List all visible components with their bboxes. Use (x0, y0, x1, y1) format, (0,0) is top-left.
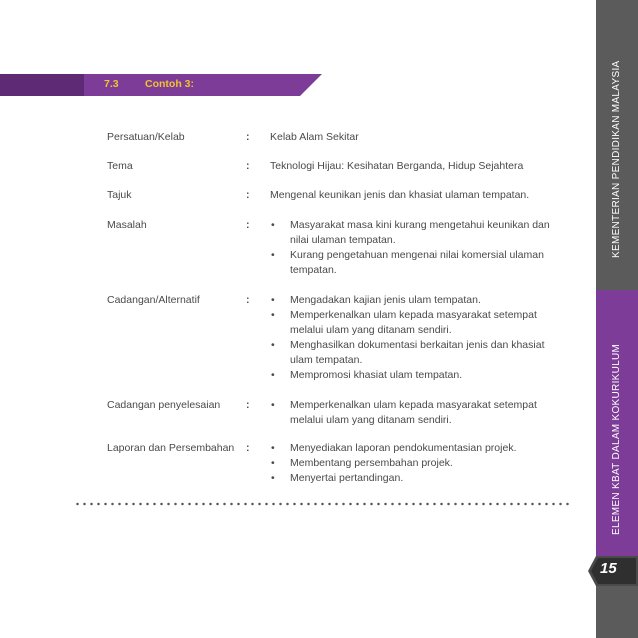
bullet-list (270, 293, 570, 383)
row-colon: : (246, 131, 250, 143)
list-item (270, 456, 570, 471)
list-item-text: Kurang pengetahuan mengenai nilai komersial ulaman tempatan. (290, 249, 544, 276)
bullet-icon: • (271, 442, 275, 454)
list-item (270, 248, 570, 278)
list-item-text: Menyediakan laporan pendokumentasian projek. (290, 442, 517, 454)
list-item-text: Membentang persembahan projek. (290, 457, 453, 469)
bullet-icon: • (271, 339, 275, 351)
sidebar-strip-bottom (596, 580, 638, 638)
row-label: Cadangan penyelesaian (107, 399, 221, 411)
row-colon: : (246, 294, 250, 306)
row-value: Mengenal keunikan jenis dan khasiat ulaman tempatan. (270, 189, 530, 201)
bullet-list (270, 441, 570, 486)
list-item (270, 441, 570, 456)
row-label: Persatuan/Kelab (107, 131, 185, 143)
list-item-text: Menghasilkan dokumentasi berkaitan jenis dan khasiat ulam tempatan. (290, 339, 545, 366)
bullet-icon: • (271, 249, 275, 261)
section-number: 7.3 (104, 78, 119, 90)
list-item (270, 308, 570, 338)
list-item-text: Memperkenalkan ulam kepada masyarakat setempat melalui ulam yang ditanam sendiri. (290, 309, 537, 336)
row-label: Masalah (107, 219, 147, 231)
list-item (270, 338, 570, 368)
dotted-divider (74, 502, 570, 506)
row-colon: : (246, 189, 250, 201)
list-item-text: Mengadakan kajian jenis ulam tempatan. (290, 294, 481, 306)
bullet-icon: • (271, 309, 275, 321)
list-item (270, 471, 570, 486)
row-label: Tema (107, 160, 133, 172)
list-item (270, 218, 570, 248)
row-label: Tajuk (107, 189, 132, 201)
sidebar-ministry-text: KEMENTERIAN PENDIDIKAN MALAYSIA (611, 60, 622, 258)
bullet-icon: • (271, 457, 275, 469)
list-item (270, 293, 570, 308)
bullet-icon: • (271, 472, 275, 484)
list-item-text: Menyertai pertandingan. (290, 472, 404, 484)
page-number: 15 (600, 560, 617, 577)
bullet-list (270, 398, 570, 428)
section-title: Contoh 3: (145, 78, 194, 90)
list-item-text: Mempromosi khasiat ulam tempatan. (290, 369, 463, 381)
row-colon: : (246, 399, 250, 411)
row-label: Laporan dan Persembahan (107, 442, 235, 454)
list-item-text: Memperkenalkan ulam kepada masyarakat setempat melalui ulam yang ditanam sendiri. (290, 399, 537, 426)
row-value: Kelab Alam Sekitar (270, 131, 359, 143)
list-item (270, 368, 570, 383)
row-colon: : (246, 442, 250, 454)
list-item (270, 398, 570, 428)
bullet-icon: • (271, 399, 275, 411)
bullet-icon: • (271, 294, 275, 306)
row-label: Cadangan/Alternatif (107, 294, 200, 306)
row-value: Teknologi Hijau: Kesihatan Berganda, Hidup Sejahtera (270, 160, 524, 172)
row-colon: : (246, 219, 250, 231)
list-item-text: Masyarakat masa kini kurang mengetahui keunikan dan nilai ulaman tempatan. (290, 219, 550, 246)
bullet-list (270, 218, 570, 278)
sidebar-chapter-text: ELEMEN KBAT DALAM KOKURIKULUM (611, 343, 622, 535)
row-colon: : (246, 160, 250, 172)
bullet-icon: • (271, 219, 275, 231)
bullet-icon: • (271, 369, 275, 381)
